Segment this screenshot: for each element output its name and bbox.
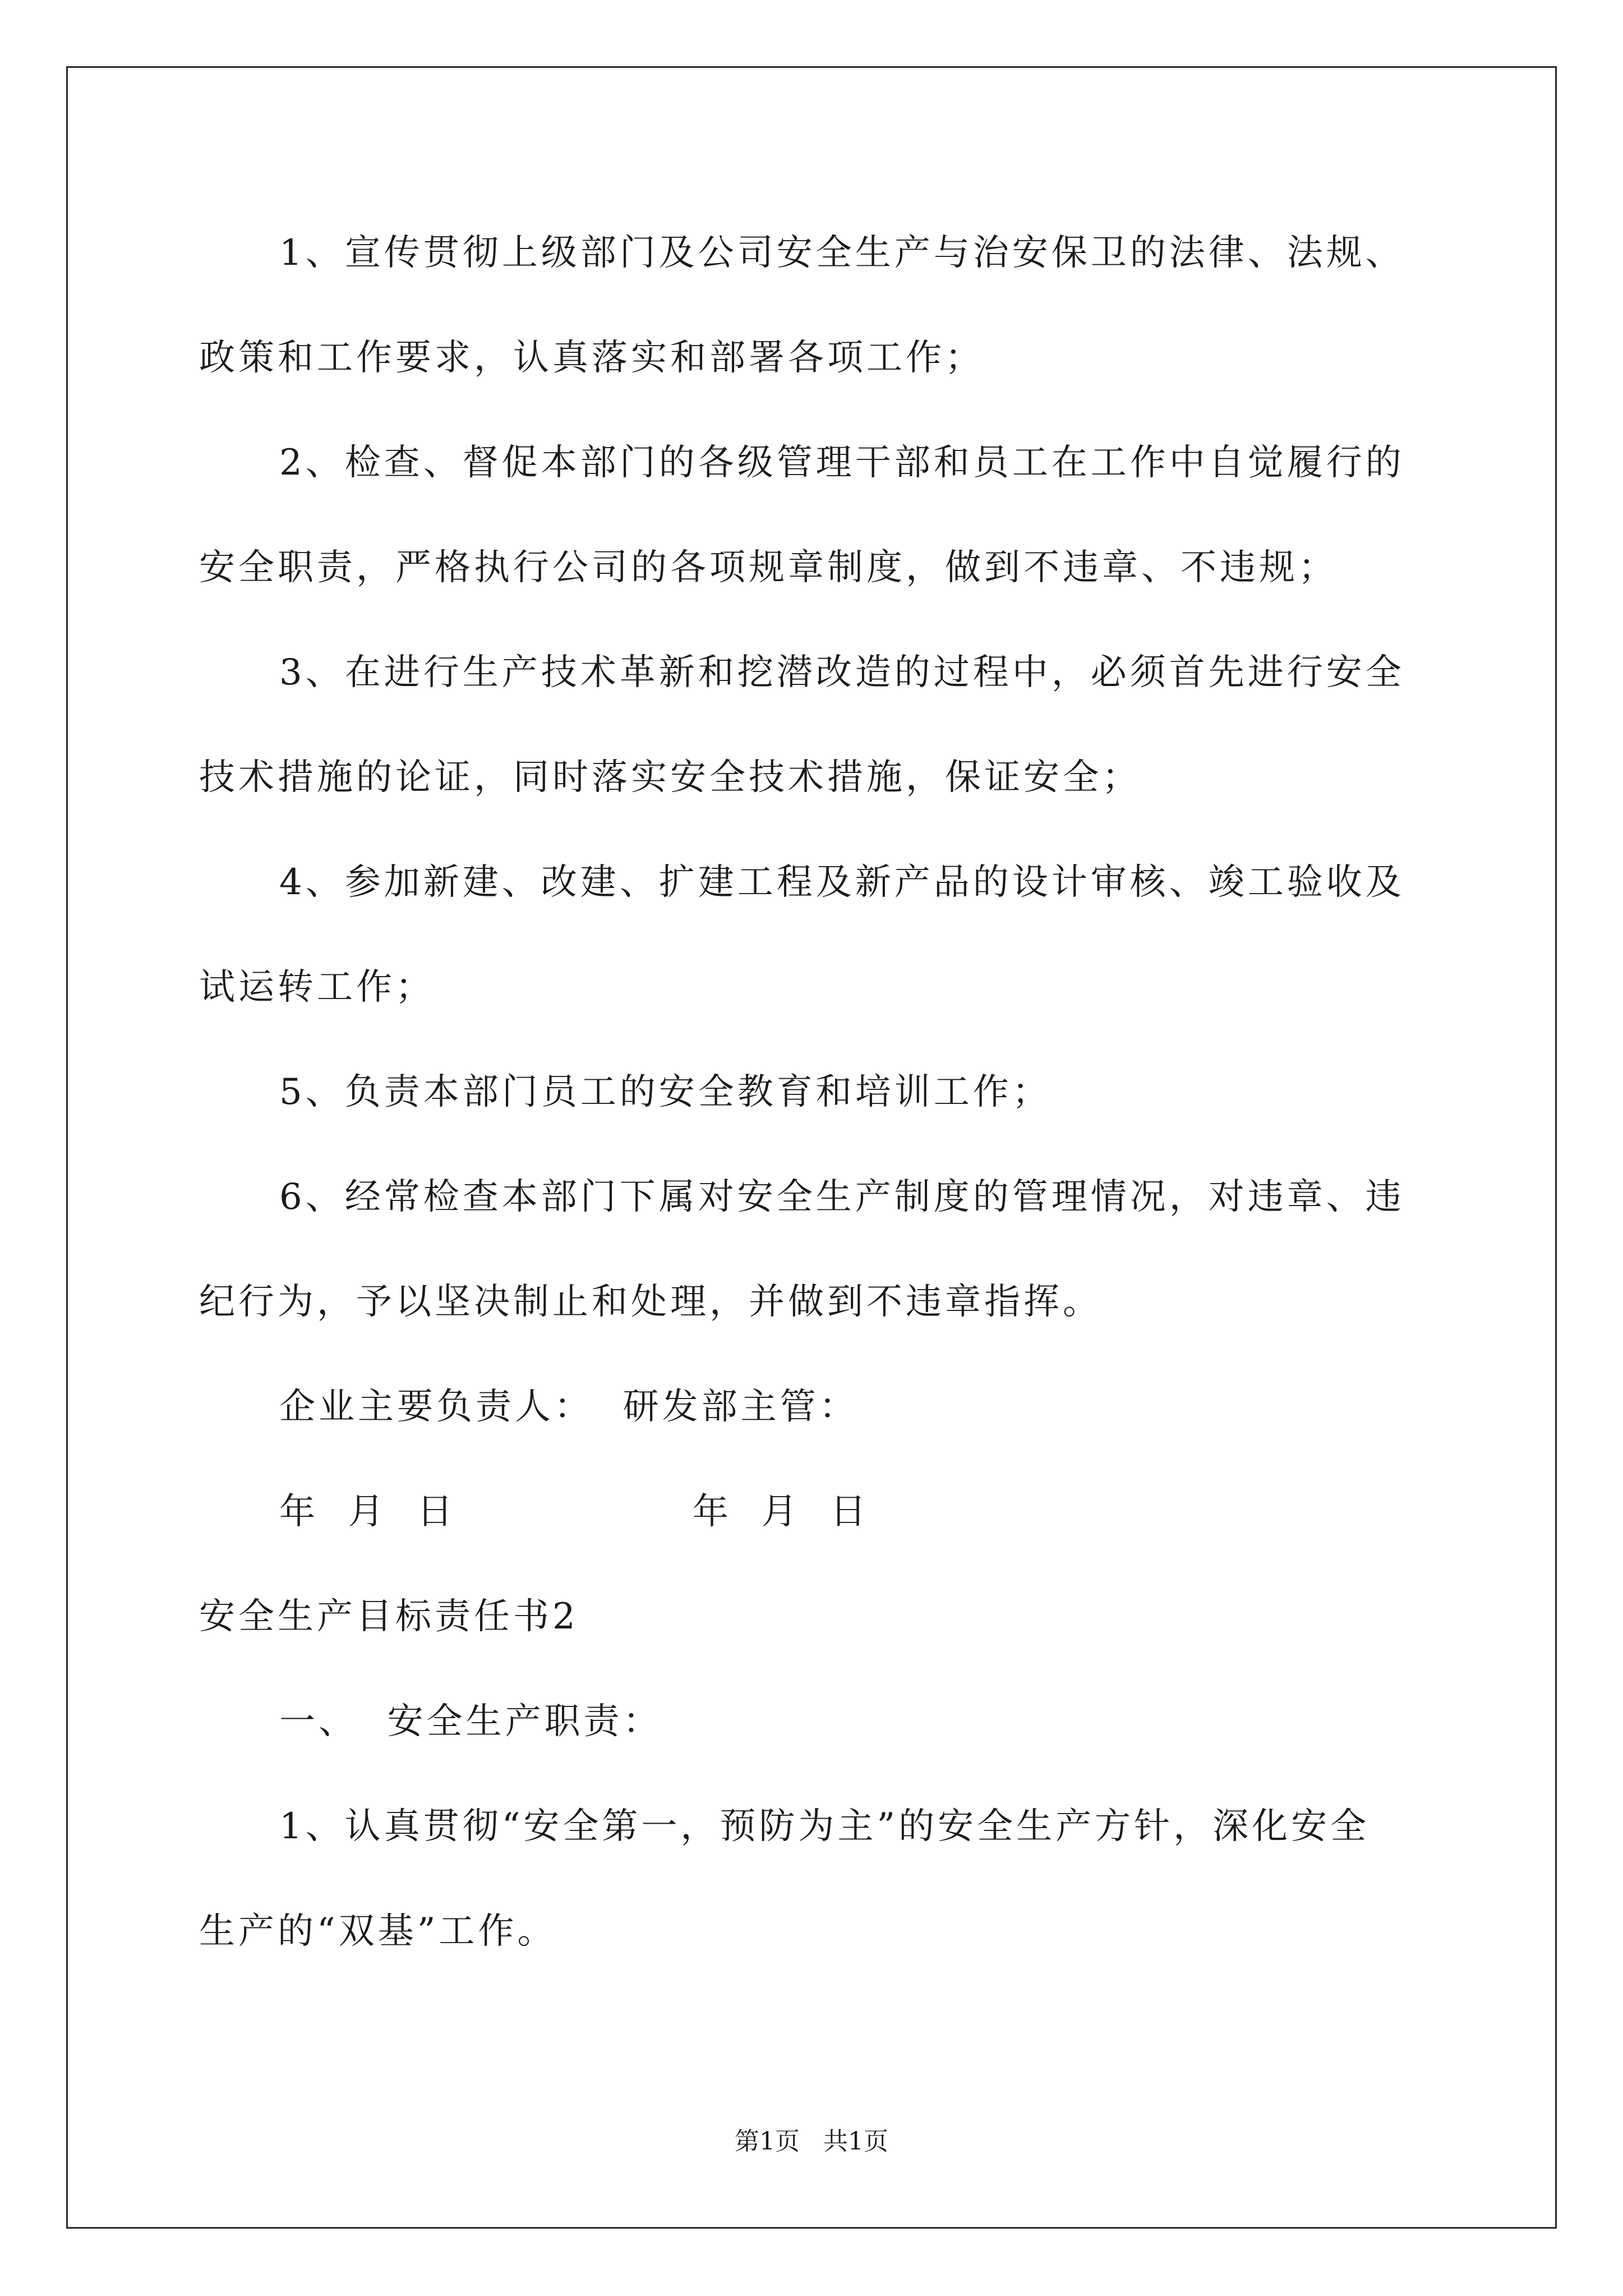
paragraph-line-3: 2、检查、督促本部门的各级管理干部和员工在工作中自觉履行的 xyxy=(279,442,1405,484)
page-number: 第1页 共1页 xyxy=(735,2127,888,2156)
paragraph-line-11: 纪行为，予以坚决制止和处理，并做到不违章指挥。 xyxy=(199,1281,1102,1323)
date-line: 年 月 日 年 月 日 xyxy=(279,1491,870,1533)
paragraph-line-12: 1、认真贯彻“安全第一，预防为主”的安全生产方针，深化安全 xyxy=(279,1806,1370,1847)
page-border xyxy=(66,66,1557,2229)
paragraph-line-9: 5、负责本部门员工的安全教育和培训工作； xyxy=(279,1071,1052,1113)
signature-line: 企业主要负责人： 研发部主管： xyxy=(279,1386,859,1428)
paragraph-line-5: 3、在进行生产技术革新和挖潜改造的过程中，必须首先进行安全 xyxy=(279,652,1405,693)
paragraph-line-4: 安全职责，严格执行公司的各项规章制度，做到不违章、不违规； xyxy=(199,547,1338,588)
paragraph-line-7: 4、参加新建、改建、扩建工程及新产品的设计审核、竣工验收及 xyxy=(279,862,1405,903)
paragraph-line-13: 生产的“双基”工作。 xyxy=(199,1911,557,1952)
section-heading: 一、 安全生产职责： xyxy=(279,1701,662,1742)
paragraph-line-10: 6、经常检查本部门下属对安全生产制度的管理情况，对违章、违 xyxy=(279,1176,1405,1218)
paragraph-line-2: 政策和工作要求，认真落实和部署各项工作； xyxy=(199,337,984,379)
paragraph-line-6: 技术措施的论证，同时落实安全技术措施，保证安全； xyxy=(199,757,1141,798)
section-title: 安全生产目标责任书2 xyxy=(199,1596,579,1637)
paragraph-line-8: 试运转工作； xyxy=(199,967,435,1008)
paragraph-line-1: 1、宣传贯彻上级部门及公司安全生产与治安保卫的法律、法规、 xyxy=(279,232,1405,274)
